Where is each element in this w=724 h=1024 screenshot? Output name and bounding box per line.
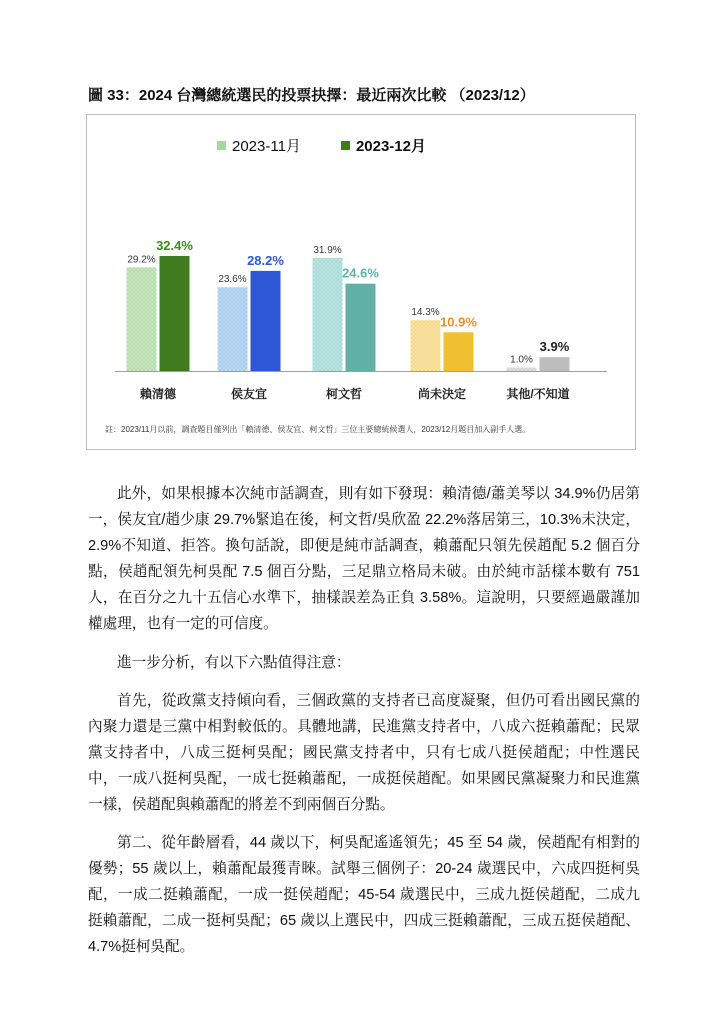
legend-label-nov: 2023-11月 xyxy=(232,138,301,155)
bar-dec-1 xyxy=(251,271,281,371)
paragraph-4: 第二、從年齡層看，44 歲以下，柯吳配遙遙領先；45 至 54 歲，侯趙配有相對的優勢；55 歲以上，賴蕭配最獲青睞。試舉三個例子：20-24 歲選民中，六成四挺柯吳配，一成二挺賴蕭配，一成一挺侯趙配；45-54 歲選民中，三成九挺侯趙配，二成九挺賴蕭配，二成一挺柯吳配；65 歲以上選民中，四成三挺賴蕭配，三成五挺侯趙配、4.7%挺柯吳配。 xyxy=(88,835,640,955)
paragraph-1: 此外，如果根據本次純市話調查，則有如下發現：賴清德/蕭美琴以 34.9%仍居第一，侯友宜/趙少康 29.7%緊追在後，柯文哲/吳欣盈 22.2%落居第三，10.3%未決定，2.9%不知道、拒答。換句話說，即便是純市話調查，賴蕭配只領先侯趙配 5.2 個百分點，侯趙配領先柯吳配 7.5 個百分點，三足鼎立格局未破。由於純市話樣本數有 751 人，在百分之九十五信心水準下，抽樣誤差為正負 3.58%。這說明，只要經過嚴謹加權處理，也有一定的可信度。 xyxy=(88,486,640,632)
bar-nov-texture-1 xyxy=(218,287,248,371)
bar-nov-texture-2 xyxy=(313,258,343,371)
category-label-0: 賴清德 xyxy=(139,387,177,401)
bar-dec-2 xyxy=(346,284,376,371)
data-label-dec-3: 10.9% xyxy=(440,314,477,330)
bar-chart xyxy=(87,115,635,449)
data-label-dec-2: 24.6% xyxy=(342,265,379,281)
data-label-nov-0: 29.2% xyxy=(127,254,156,266)
figure-title: 圖 33：2024 台灣總統選民的投票抉擇：最近兩次比較 （2023/12） xyxy=(88,87,535,104)
bar-dec-0 xyxy=(160,256,190,371)
paragraph-3: 首先，從政黨支持傾向看，三個政黨的支持者已高度凝聚，但仍可看出國民黨的內聚力還是三黨中相對較低的。具體地講，民進黨支持者中，八成六挺賴蕭配；民眾黨支持者中，八成三挺柯吳配；國民黨支持者中，只有七成八挺侯趙配；中性選民中，一成八挺柯吳配，一成七挺賴蕭配，一成挺侯趙配。如果國民黨凝聚力和民進黨一樣，侯趙配與賴蕭配的將差不到兩個百分點。 xyxy=(88,693,640,813)
data-label-nov-1: 23.6% xyxy=(218,274,247,286)
data-label-dec-0: 32.4% xyxy=(156,237,193,253)
paragraph-2: 進一步分析，有以下六點值得注意： xyxy=(117,655,351,671)
data-label-nov-2: 31.9% xyxy=(313,244,342,256)
category-label-4: 其他/不知道 xyxy=(506,387,570,401)
chart-note: 註：2023/11月以前，調查題目僅列出「賴清德、侯友宜、柯文哲」三位主要總統候選人，2023/12月題目加入副手人選。 xyxy=(105,425,531,434)
bar-nov-texture-3 xyxy=(411,320,441,371)
category-label-3: 尚未決定 xyxy=(417,387,467,401)
bar-dec-3 xyxy=(444,332,474,371)
data-label-nov-4: 1.0% xyxy=(510,354,533,366)
bar-nov-texture-0 xyxy=(127,267,157,371)
legend-label-dec: 2023-12月 xyxy=(355,138,426,155)
data-label-nov-3: 14.3% xyxy=(411,307,440,319)
bar-dec-4 xyxy=(540,357,570,371)
data-label-dec-1: 28.2% xyxy=(247,252,284,268)
category-label-1: 侯友宜 xyxy=(230,387,268,401)
chart-container xyxy=(86,114,636,450)
bar-nov-texture-4 xyxy=(507,367,537,371)
data-label-dec-4: 3.9% xyxy=(539,339,570,355)
category-label-2: 柯文哲 xyxy=(325,387,363,401)
